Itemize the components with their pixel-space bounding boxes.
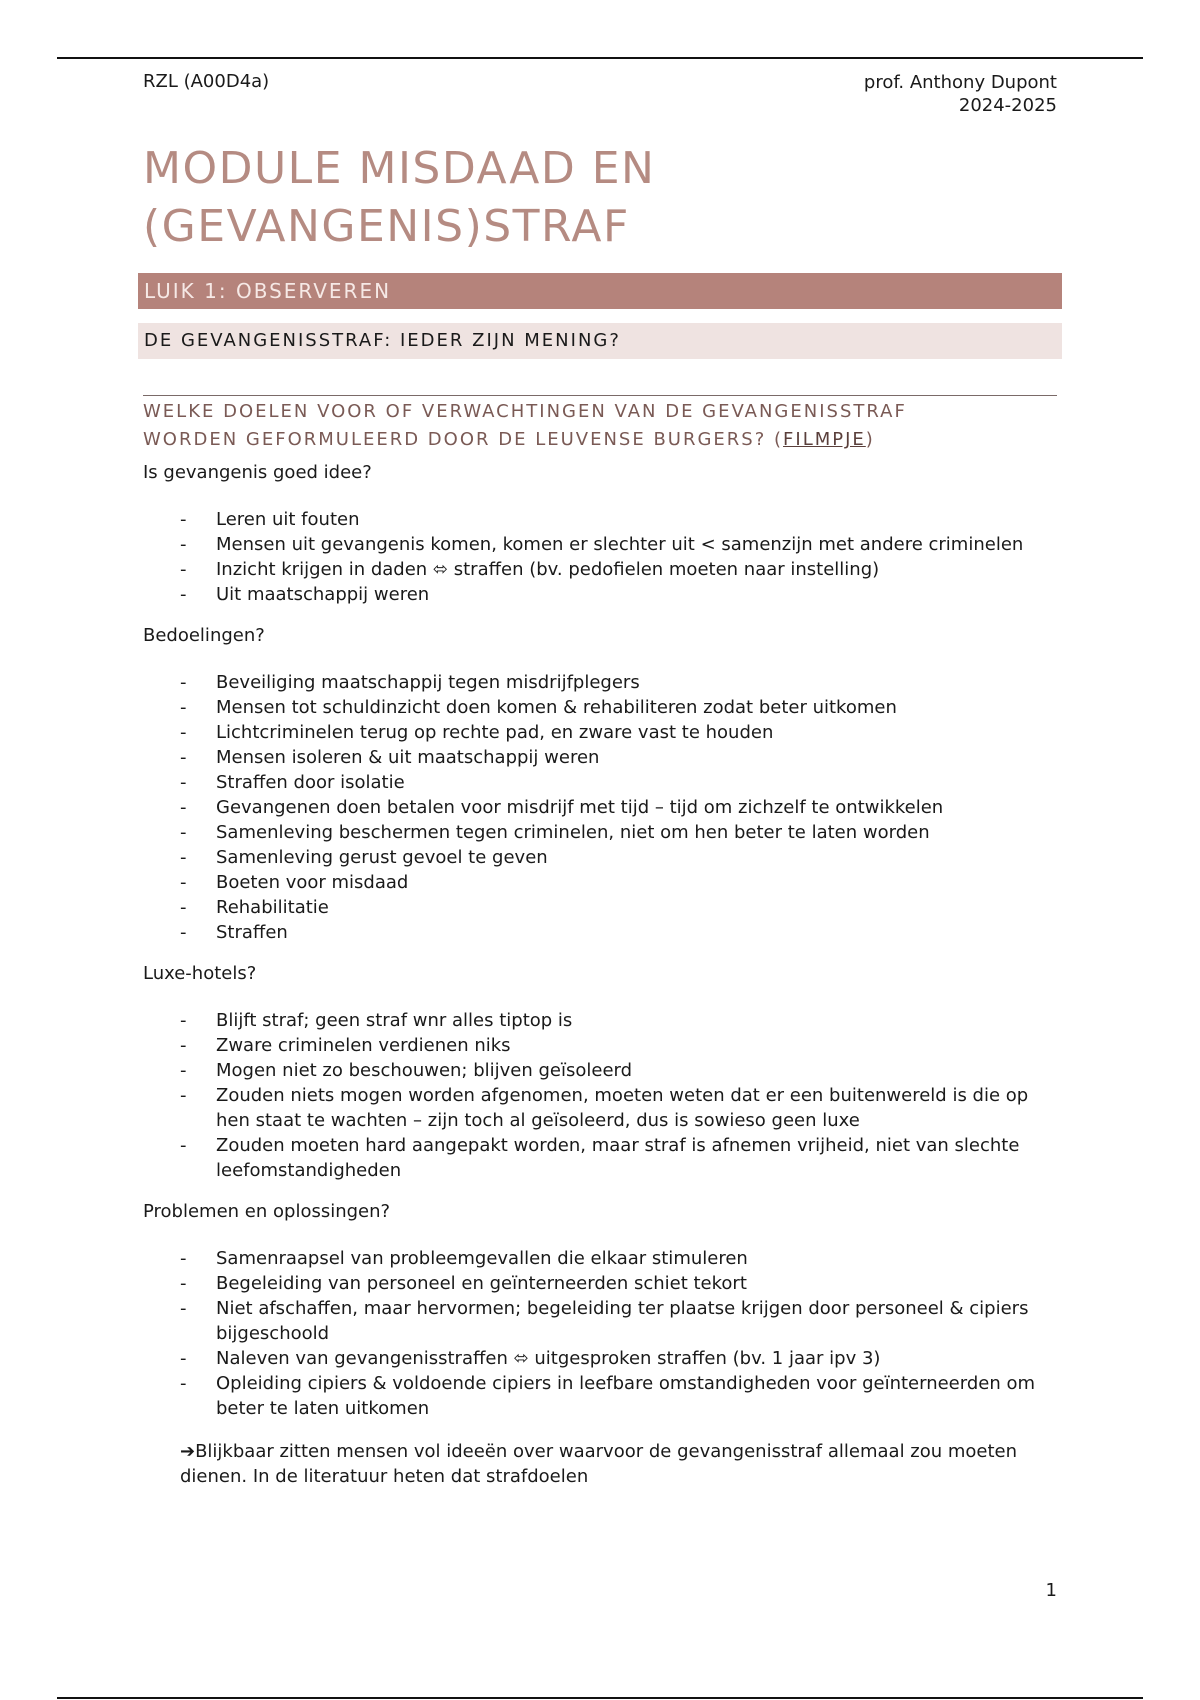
list-item: - Lichtcriminelen terug op rechte pad, en zware vast te houden (143, 720, 1057, 745)
answer-list (143, 670, 1057, 945)
list-item: - Straffen door isolatie (143, 770, 1057, 795)
list-item: - Blijft straf; geen straf wnr alles tiptop is (143, 1008, 1057, 1033)
answer-list (143, 1008, 1057, 1183)
question-label: Problemen en oplossingen? (143, 1201, 391, 1222)
page-title (143, 140, 1043, 256)
course-code: RZL (A00D4a) (143, 71, 270, 92)
list-item: - Opleiding cipiers & voldoende cipiers in leefbare omstandigheden voor geïnterneerden om beter te laten uitkomen (143, 1371, 1057, 1421)
list-item: - Mensen uit gevangenis komen, komen er slechter uit < samenzijn met andere criminelen (143, 532, 1057, 557)
list-item: - Mensen isoleren & uit maatschappij weren (143, 745, 1057, 770)
page-number: 1 (1045, 1580, 1057, 1601)
list-item: - Uit maatschappij weren (143, 582, 1057, 607)
list-item: - Rehabilitatie (143, 895, 1057, 920)
header-right (864, 71, 1057, 117)
conclusion-text: ➔Blijkbaar zitten mensen vol ideeën over waarvoor de gevangenisstraf allemaal zou moeten dienen. In de literatuur heten dat strafdoelen (180, 1441, 1018, 1487)
list-item: - Mensen tot schuldinzicht doen komen & rehabiliteren zodat beter uitkomen (143, 695, 1057, 720)
bottom-rule (57, 1697, 1143, 1699)
notes-content (143, 460, 1057, 1489)
question-label: Bedoelingen? (143, 625, 265, 646)
top-rule (57, 57, 1143, 59)
question-heading-close: ) (865, 429, 875, 450)
answer-list (143, 507, 1057, 607)
list-item: - Leren uit fouten (143, 507, 1057, 532)
section-heading: LUIK 1: OBSERVEREN (138, 273, 1062, 309)
question-heading-line-2 (143, 426, 1057, 454)
answer-list (143, 1246, 1057, 1421)
list-item: - Zware criminelen verdienen niks (143, 1033, 1057, 1058)
list-item: - Gevangenen doen betalen voor misdrijf met tijd – tijd om zichzelf te ontwikkelen (143, 795, 1057, 820)
question-heading-line-1: WELKE DOELEN VOOR OF VERWACHTINGEN VAN DE GEVANGENISSTRAF (143, 401, 907, 422)
list-item: - Zouden niets mogen worden afgenomen, moeten weten dat er een buitenwereld is die op hen staat te wachten – zijn toch al geïsoleerd, dus is sowieso geen luxe (143, 1083, 1057, 1133)
list-item: - Mogen niet zo beschouwen; blijven geïsoleerd (143, 1058, 1057, 1083)
list-item: - Straffen (143, 920, 1057, 945)
list-item: - Inzicht krijgen in daden ⬄ straffen (bv. pedofielen moeten naar instelling) (143, 557, 1057, 582)
professor-name: prof. Anthony Dupont (863, 72, 1057, 93)
title-line-2: (GEVANGENIS)STRAF (143, 201, 630, 252)
question-heading-text: WORDEN GEFORMULEERD DOOR DE LEUVENSE BURGERS? ( (143, 429, 784, 450)
list-item: - Zouden moeten hard aangepakt worden, maar straf is afnemen vrijheid, niet van slechte leefomstandigheden (143, 1133, 1057, 1183)
list-item: - Niet afschaffen, maar hervormen; begeleiding ter plaatse krijgen door personeel & cipiers bijgeschoold (143, 1296, 1057, 1346)
list-item: - Naleven van gevangenisstraffen ⬄ uitgesproken straffen (bv. 1 jaar ipv 3) (143, 1346, 1057, 1371)
academic-year: 2024-2025 (958, 95, 1057, 116)
list-item: - Samenraapsel van probleemgevallen die elkaar stimuleren (143, 1246, 1057, 1271)
heading-rule (143, 395, 1057, 396)
title-line-1: MODULE MISDAAD EN (143, 143, 656, 194)
question-label: Luxe-hotels? (143, 963, 257, 984)
list-item: - Samenleving beschermen tegen criminelen, niet om hen beter te laten worden (143, 820, 1057, 845)
list-item: - Samenleving gerust gevoel te geven (143, 845, 1057, 870)
list-item: - Begeleiding van personeel en geïnterneerden schiet tekort (143, 1271, 1057, 1296)
subsection-heading: DE GEVANGENISSTRAF: IEDER ZIJN MENING? (138, 323, 1062, 359)
list-item: - Beveiliging maatschappij tegen misdrijfplegers (143, 670, 1057, 695)
list-item: - Boeten voor misdaad (143, 870, 1057, 895)
filmpje-link[interactable]: FILMPJE (783, 429, 866, 450)
question-label: Is gevangenis goed idee? (143, 462, 372, 483)
question-heading (143, 398, 1057, 454)
